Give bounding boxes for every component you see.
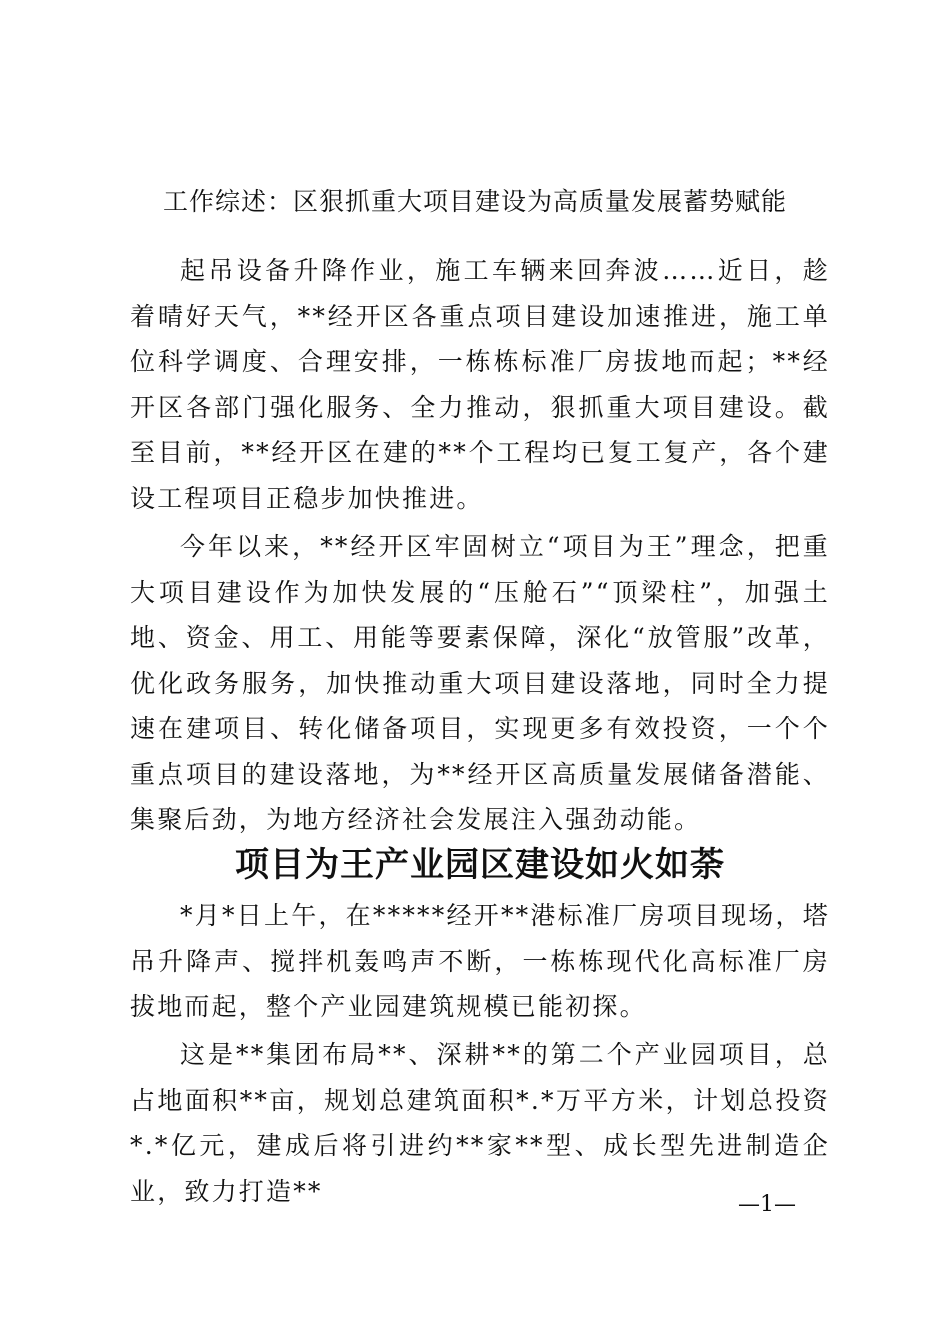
paragraph-overview: 今年以来，**经开区牢固树立“项目为王”理念，把重大项目建设作为加快发展的“压舱石”“顶梁柱”，加强土地、资金、用工、用能等要素保障，深化“放管服”改革，优化政务服务，加快推动重大项目建设落地，同时全力提速在建项目、转化储备项目，实现更多有效投资，一个个重点项目的建设落地，为**经开区高质量发展储备潜能、集聚后劲，为地方经济社会发展注入强劲动能。 xyxy=(130,532,830,834)
paragraph-project-details: 这是**集团布局**、深耕**的第二个产业园项目，总占地面积**亩，规划总建筑面积*.*万平方米，计划总投资*.*亿元，建成后将引进约**家**型、成长型先进制造企业，致力打造** xyxy=(130,1040,830,1206)
page-number: —1— xyxy=(738,1192,796,1217)
document-title: 工作综述：区狠抓重大项目建设为高质量发展蓄势赋能 xyxy=(162,187,787,216)
paragraph-project-site: *月*日上午，在*****经开**港标准厂房项目现场，塔吊升降声、搅拌机轰鸣声不断，一栋栋现代化高标准厂房拔地而起，整个产业园建筑规模已能初探。 xyxy=(130,901,830,1021)
section-heading: 项目为王产业园区建设如火如荼 xyxy=(235,845,725,885)
paragraph-intro: 起吊设备升降作业，施工车辆来回奔波……近日，趁着晴好天气，**经开区各重点项目建设加速推进，施工单位科学调度、合理安排，一栋栋标准厂房拔地而起；**经开区各部门强化服务、全力推动，狠抓重大项目建设。截至目前，**经开区在建的**个工程均已复工复产，各个建设工程项目正稳步加快推进。 xyxy=(130,256,830,513)
